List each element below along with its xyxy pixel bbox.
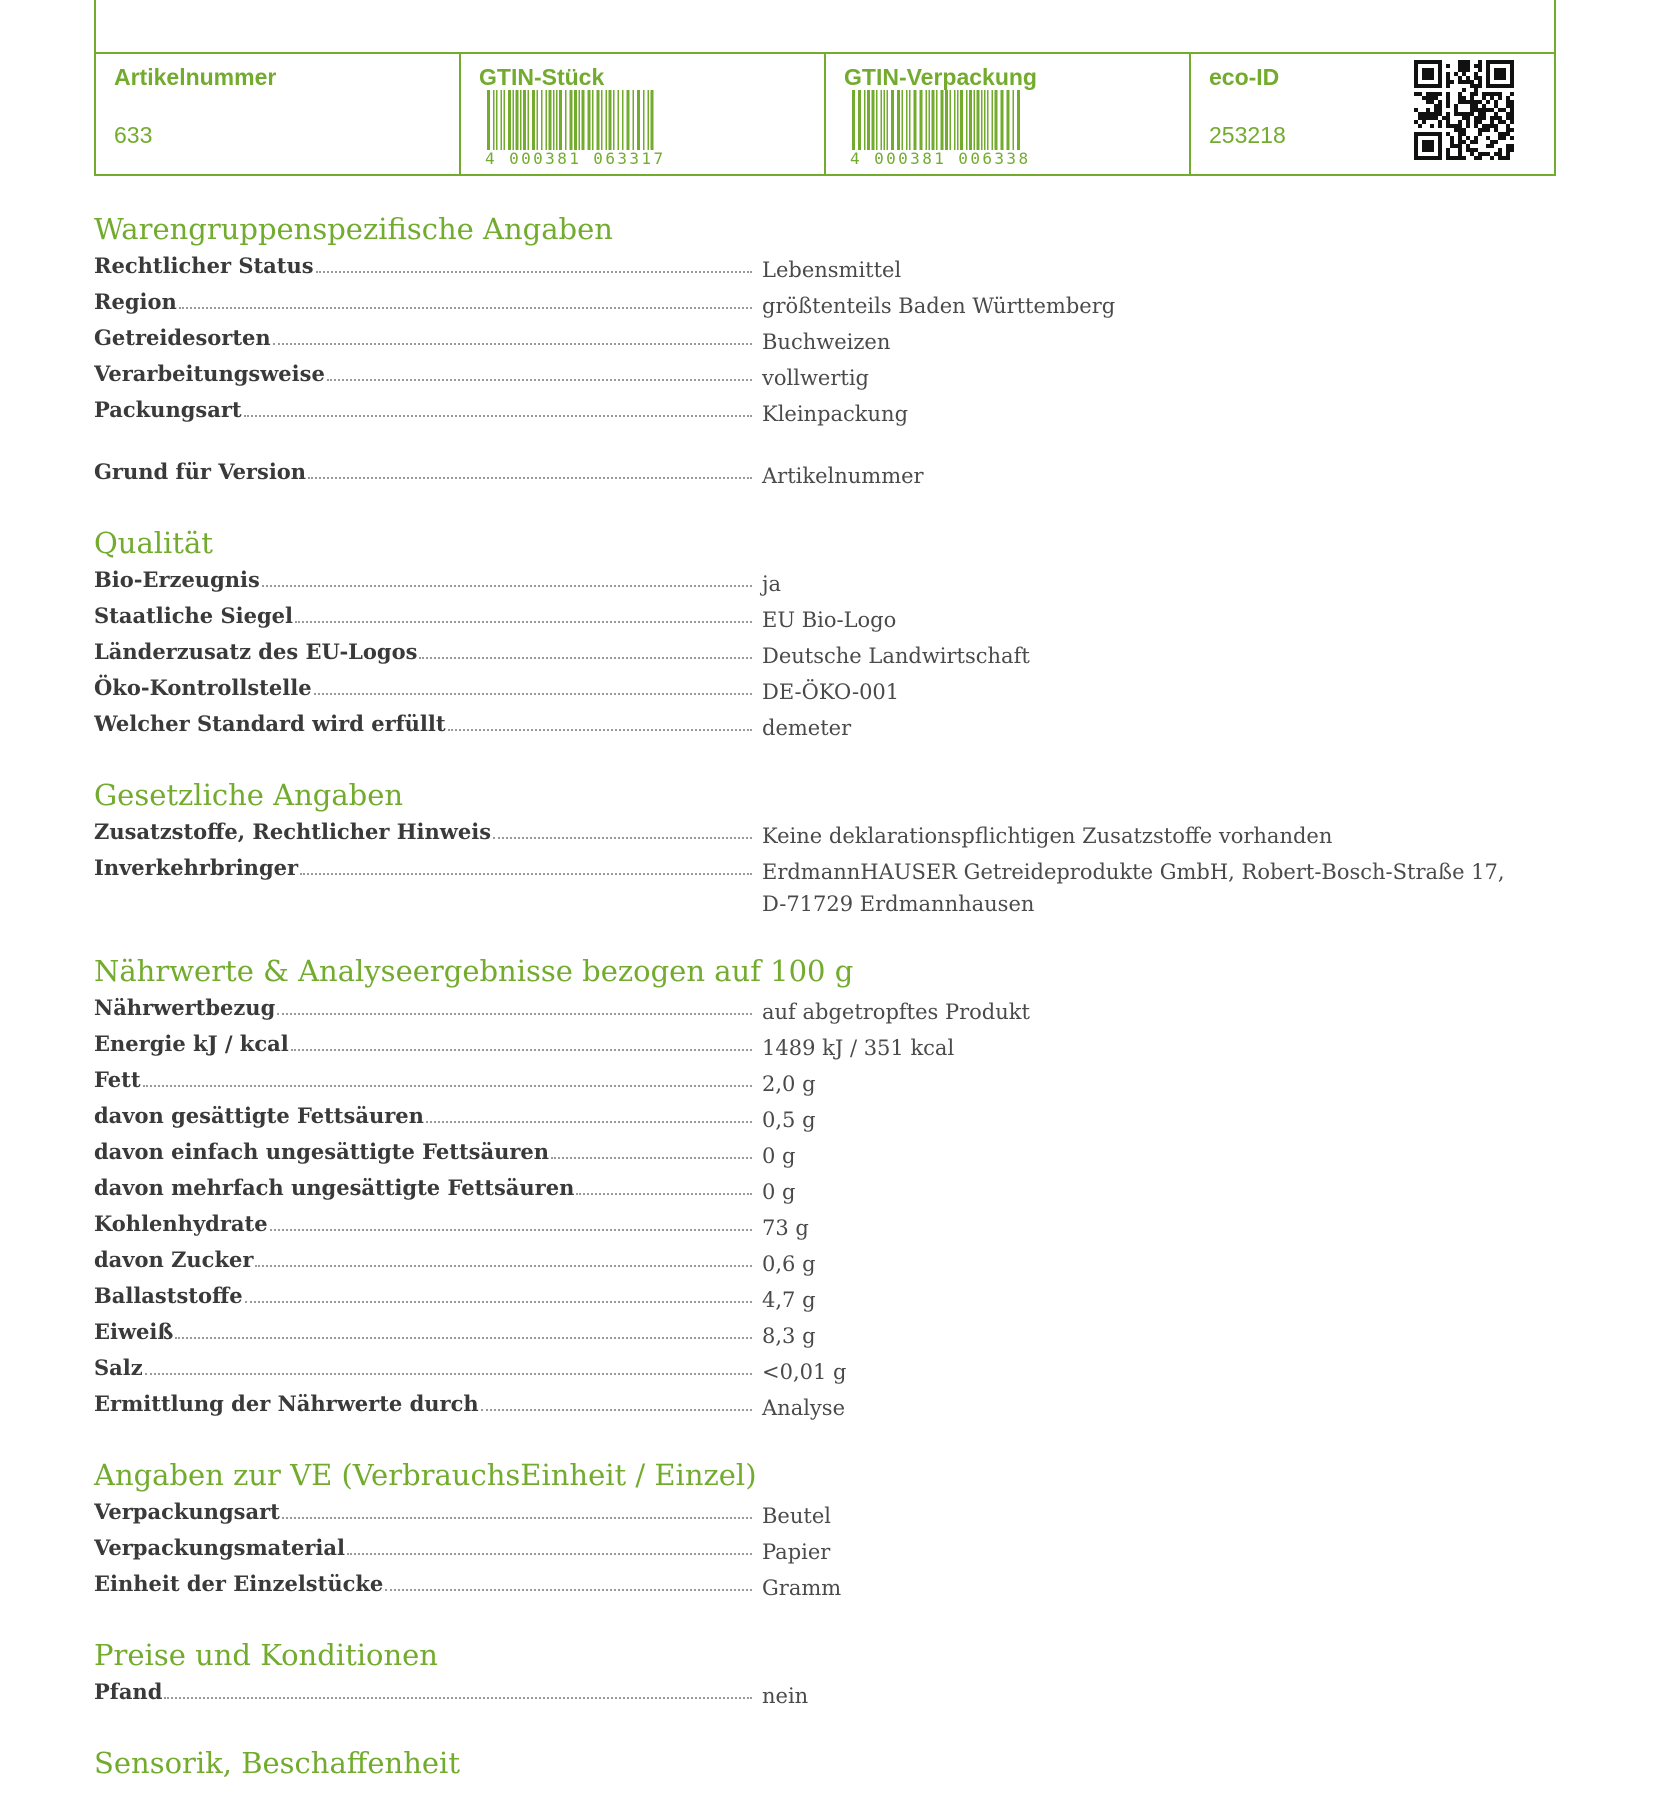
detail-row [94, 1100, 1534, 1136]
detail-label-wrap [94, 1064, 756, 1096]
detail-value: vollwertig [762, 366, 869, 390]
detail-row [94, 1280, 1534, 1316]
detail-value: auf abgetropftes Produkt [762, 1000, 1030, 1024]
dot-leader [179, 287, 752, 309]
dot-leader [273, 323, 752, 345]
detail-label: Kohlenhydrate [94, 1211, 268, 1236]
section [94, 950, 1534, 1424]
dot-leader [244, 395, 752, 417]
detail-row [94, 358, 1534, 394]
detail-row [94, 1064, 1534, 1100]
detail-value: Artikelnummer [762, 464, 924, 488]
detail-label: Verpackungsart [94, 1499, 280, 1524]
detail-value: EU Bio-Logo [762, 608, 897, 632]
detail-row [94, 1496, 1534, 1532]
detail-row [94, 1676, 1534, 1712]
detail-label-wrap [94, 1316, 756, 1348]
dot-leader [282, 1497, 752, 1519]
dot-leader [576, 1173, 752, 1195]
product-header [94, 0, 1556, 176]
detail-value: 0 g [762, 1144, 796, 1168]
dot-leader [448, 709, 752, 731]
dot-leader [493, 817, 752, 839]
detail-label-wrap [94, 1280, 756, 1312]
detail-label: Zusatzstoffe, Rechtlicher Hinweis [94, 819, 492, 844]
detail-label-wrap [94, 1388, 756, 1420]
dot-leader [419, 637, 752, 659]
detail-label: Verpackungsmaterial [94, 1535, 345, 1560]
detail-value: Kleinpackung [762, 402, 909, 426]
detail-row [94, 1388, 1534, 1424]
detail-row [94, 1532, 1534, 1568]
detail-label-wrap [94, 564, 756, 596]
gtin-verpackung-digits: 4 000381 006338 [850, 149, 1031, 168]
detail-row [94, 1316, 1534, 1352]
detail-label: Ermittlung der Nährwerte durch [94, 1391, 479, 1416]
dot-leader [314, 673, 752, 695]
eco-id-value: 253218 [1209, 122, 1286, 148]
product-details [94, 208, 1534, 1814]
section-title: Angaben zur VE (VerbrauchsEinheit / Einzel) [94, 1458, 757, 1492]
dot-leader [145, 1353, 752, 1375]
detail-label: Fett [94, 1067, 141, 1092]
dot-leader [551, 1137, 752, 1159]
detail-label-wrap [94, 1172, 756, 1204]
detail-value: 0,5 g [762, 1108, 816, 1132]
detail-value: demeter [762, 716, 852, 740]
gtin-stueck-cell [461, 54, 826, 174]
artikelnummer-value: 633 [114, 122, 153, 148]
gtin-verpackung-barcode [850, 90, 1030, 168]
dot-leader [316, 251, 752, 273]
detail-value: ErdmannHAUSER Getreideprodukte GmbH, Robert-Bosch-Straße 17, D-71729 Erdmannhausen [762, 860, 1505, 916]
detail-value: 0,6 g [762, 1252, 816, 1276]
detail-label-wrap [94, 250, 756, 282]
detail-label-wrap [94, 992, 756, 1024]
detail-value: 2,0 g [762, 1072, 816, 1096]
gtin-stueck-barcode [485, 90, 665, 168]
section-title: Qualität [94, 526, 213, 560]
detail-label-wrap [94, 1352, 756, 1384]
detail-label: Nährwertbezug [94, 995, 276, 1020]
detail-label: Öko-Kontrollstelle [94, 675, 312, 700]
detail-label-wrap [94, 456, 756, 488]
section-title: Nährwerte & Analyseergebnisse bezogen auf 100 g [94, 954, 854, 988]
detail-row [94, 394, 1534, 430]
dot-leader [300, 853, 752, 875]
detail-label: Einheit der Einzelstücke [94, 1571, 384, 1596]
dot-leader [175, 1317, 752, 1339]
dot-leader [347, 1533, 752, 1555]
detail-row [94, 1352, 1534, 1388]
detail-label-wrap [94, 1100, 756, 1132]
barcode-icon [850, 90, 1030, 158]
gtin-stueck-digits: 4 000381 063317 [485, 149, 666, 168]
section-title: Sensorik, Beschaffenheit [94, 1746, 460, 1780]
detail-value: 4,7 g [762, 1288, 816, 1312]
detail-label-wrap [94, 672, 756, 704]
detail-label-wrap [94, 636, 756, 668]
detail-value: nein [762, 1684, 809, 1708]
detail-value: Gramm [762, 1576, 842, 1600]
detail-value: Analyse [762, 1396, 845, 1420]
detail-label-wrap [94, 1208, 756, 1240]
detail-label-wrap [94, 1568, 756, 1600]
section [94, 1454, 1534, 1604]
section [94, 774, 1534, 920]
detail-row [94, 1208, 1534, 1244]
dot-leader [143, 1065, 752, 1087]
detail-label: Inverkehrbringer [94, 855, 299, 880]
detail-label-wrap [94, 1136, 756, 1168]
detail-value: Keine deklarationspflichtigen Zusatzstoffe vorhanden [762, 824, 1333, 848]
detail-row [94, 636, 1534, 672]
detail-label: Energie kJ / kcal [94, 1031, 289, 1056]
section-title: Warengruppenspezifische Angaben [94, 212, 613, 246]
detail-label: Ballaststoffe [94, 1283, 243, 1308]
artikelnummer-cell [96, 54, 461, 174]
section [94, 208, 1534, 492]
detail-value: Deutsche Landwirtschaft [762, 644, 1030, 668]
detail-label: Salz [94, 1355, 143, 1380]
detail-label: Verarbeitungsweise [94, 361, 325, 386]
section [94, 1742, 1534, 1784]
section [94, 1634, 1534, 1712]
detail-value: 73 g [762, 1216, 809, 1240]
detail-value: 0 g [762, 1180, 796, 1204]
detail-row [94, 992, 1534, 1028]
detail-label: Eiweiß [94, 1319, 174, 1344]
dot-leader [385, 1569, 752, 1591]
detail-label: Staatliche Siegel [94, 603, 293, 628]
detail-label: Region [94, 289, 177, 314]
detail-label: Pfand [94, 1679, 163, 1704]
eco-id-cell [1191, 54, 1554, 174]
gtin-verpackung-label: GTIN-Verpackung [844, 64, 1037, 90]
detail-value: größtenteils Baden Württemberg [762, 294, 1116, 318]
detail-label-wrap [94, 286, 756, 318]
section [94, 522, 1534, 744]
detail-row [94, 456, 1534, 492]
detail-row [94, 708, 1534, 744]
detail-row [94, 852, 1534, 920]
detail-row [94, 1028, 1534, 1064]
detail-label-wrap [94, 708, 756, 740]
detail-value: <0,01 g [762, 1360, 847, 1384]
detail-value: 1489 kJ / 351 kcal [762, 1036, 955, 1060]
detail-label-wrap [94, 1244, 756, 1276]
detail-label: Packungsart [94, 397, 242, 422]
detail-label-wrap [94, 322, 756, 354]
detail-label-wrap [94, 1028, 756, 1060]
detail-label: Rechtlicher Status [94, 253, 314, 278]
eco-id-label: eco-ID [1209, 64, 1280, 90]
dot-leader [270, 1209, 752, 1231]
dot-leader [245, 1281, 752, 1303]
section-title: Gesetzliche Angaben [94, 778, 404, 812]
detail-row [94, 1568, 1534, 1604]
detail-label: davon einfach ungesättigte Fettsäuren [94, 1139, 550, 1164]
detail-row [94, 564, 1534, 600]
detail-value: Papier [762, 1540, 831, 1564]
detail-row [94, 286, 1534, 322]
dot-leader [262, 565, 752, 587]
dot-leader [308, 457, 752, 479]
detail-row [94, 1136, 1534, 1172]
detail-value: 8,3 g [762, 1324, 816, 1348]
detail-label: davon mehrfach ungesättigte Fettsäuren [94, 1175, 575, 1200]
detail-value: Lebensmittel [762, 258, 902, 282]
gtin-stueck-label: GTIN-Stück [479, 64, 605, 90]
dot-leader [164, 1677, 752, 1699]
dot-leader [481, 1389, 752, 1411]
artikelnummer-label: Artikelnummer [114, 64, 277, 90]
dot-leader [277, 993, 752, 1015]
detail-row [94, 1172, 1534, 1208]
detail-label: Bio-Erzeugnis [94, 567, 260, 592]
dot-leader [295, 601, 752, 623]
detail-value: Beutel [762, 1504, 831, 1528]
detail-row [94, 672, 1534, 708]
detail-label-wrap [94, 1676, 756, 1708]
detail-label-wrap [94, 1532, 756, 1564]
dot-leader [327, 359, 752, 381]
detail-label-wrap [94, 852, 756, 884]
detail-value: ja [762, 572, 782, 596]
detail-row [94, 250, 1534, 286]
detail-label-wrap [94, 1496, 756, 1528]
detail-value: DE-ÖKO-001 [762, 680, 900, 704]
detail-label-wrap [94, 394, 756, 426]
detail-row [94, 600, 1534, 636]
detail-row [94, 322, 1534, 358]
detail-label: Getreidesorten [94, 325, 271, 350]
detail-label-wrap [94, 358, 756, 390]
dot-leader [291, 1029, 752, 1051]
detail-value: Buchweizen [762, 330, 891, 354]
detail-label-wrap [94, 600, 756, 632]
detail-row [94, 1244, 1534, 1280]
qr-code-icon [1414, 60, 1514, 160]
section-title: Preise und Konditionen [94, 1638, 438, 1672]
detail-label: Grund für Version [94, 459, 307, 484]
gtin-verpackung-cell [826, 54, 1191, 174]
detail-label: Welcher Standard wird erfüllt [94, 711, 446, 736]
barcode-icon [485, 90, 665, 158]
detail-label: Länderzusatz des EU-Logos [94, 639, 418, 664]
dot-leader [426, 1101, 752, 1123]
product-header-row [96, 52, 1554, 174]
detail-label: davon Zucker [94, 1247, 254, 1272]
detail-label: davon gesättigte Fettsäuren [94, 1103, 424, 1128]
dot-leader [255, 1245, 752, 1267]
detail-label-wrap [94, 816, 756, 848]
detail-row [94, 816, 1534, 852]
